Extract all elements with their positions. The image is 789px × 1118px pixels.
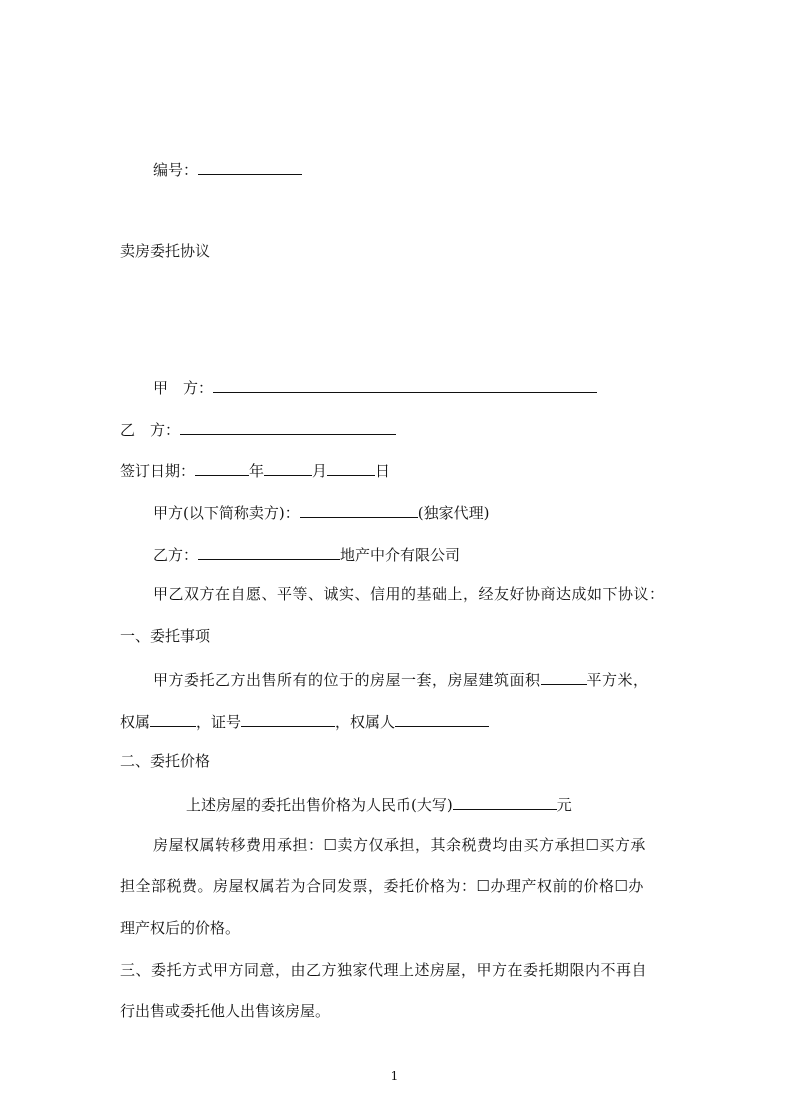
price-text: 上述房屋的委托出售价格为人民币(大写) (186, 796, 453, 814)
section1-title: 一、委托事项 (120, 627, 211, 645)
party-b-short-row (153, 543, 460, 565)
number-label: 编号： (153, 161, 199, 179)
sign-date-row (120, 459, 390, 481)
price-blank (453, 793, 557, 810)
certificate-label: ，证号 (196, 713, 242, 731)
section2-title: 二、委托价格 (120, 752, 211, 770)
fee-line-3: 理产权后的价格。 (120, 919, 241, 937)
year-blank (195, 459, 249, 476)
number-row (153, 158, 302, 180)
number-blank (198, 158, 302, 175)
party-a-short-label: 甲方(以下简称卖方)： (153, 504, 300, 522)
price-unit: 元 (556, 796, 572, 814)
ownership-blank (150, 710, 196, 727)
intro-paragraph: 甲乙双方在自愿、平等、诚实、信用的基础上，经友好协商达成如下协议： (153, 585, 665, 603)
exclusive-agent-text: (独家代理) (417, 504, 490, 522)
day-blank (327, 459, 375, 476)
day-label: 日 (375, 462, 391, 480)
price-row (186, 793, 572, 815)
party-a-short-row (153, 501, 489, 523)
sign-date-label: 签订日期： (120, 462, 196, 480)
ownership-label: 权属 (120, 713, 151, 731)
year-label: 年 (249, 462, 265, 480)
agency-blank (198, 543, 340, 560)
party-b-blank (180, 418, 396, 435)
party-a-blank (213, 376, 597, 393)
party-a-label: 甲 方： (153, 379, 214, 397)
fee-line-2: 担全部税费。房屋权属若为合同发票，委托价格为：☐办理产权前的价格☐办 (120, 877, 644, 895)
party-b-short-label: 乙方： (153, 546, 199, 564)
seller-blank (300, 501, 418, 518)
section3-line-2: 行出售或委托他人出售该房屋。 (120, 1002, 331, 1020)
month-label: 月 (312, 462, 328, 480)
party-b-row (120, 418, 396, 440)
document-title: 卖房委托协议 (120, 242, 211, 260)
owner-label: ，权属人 (335, 713, 396, 731)
month-blank (264, 459, 312, 476)
section1-text-a: 甲方委托乙方出售所有的位于的房屋一套，房屋建筑面积 (153, 671, 541, 689)
fee-line-1: 房屋权属转移费用承担：☐卖方仅承担，其余税费均由买方承担☐买方承 (153, 836, 646, 854)
certificate-blank (241, 710, 335, 727)
owner-blank (395, 710, 489, 727)
party-b-label: 乙 方： (120, 421, 181, 439)
ownership-row (120, 710, 489, 732)
section3-line-1: 三、委托方式甲方同意，由乙方独家代理上述房屋，甲方在委托期限内不再自 (120, 961, 648, 979)
section1-text-b: 平方米， (586, 671, 649, 689)
area-blank (541, 668, 587, 685)
page-number: 1 (390, 1069, 399, 1083)
section1-text-row (153, 668, 649, 690)
agency-suffix: 地产中介有限公司 (340, 546, 461, 564)
party-a-row (153, 376, 597, 398)
